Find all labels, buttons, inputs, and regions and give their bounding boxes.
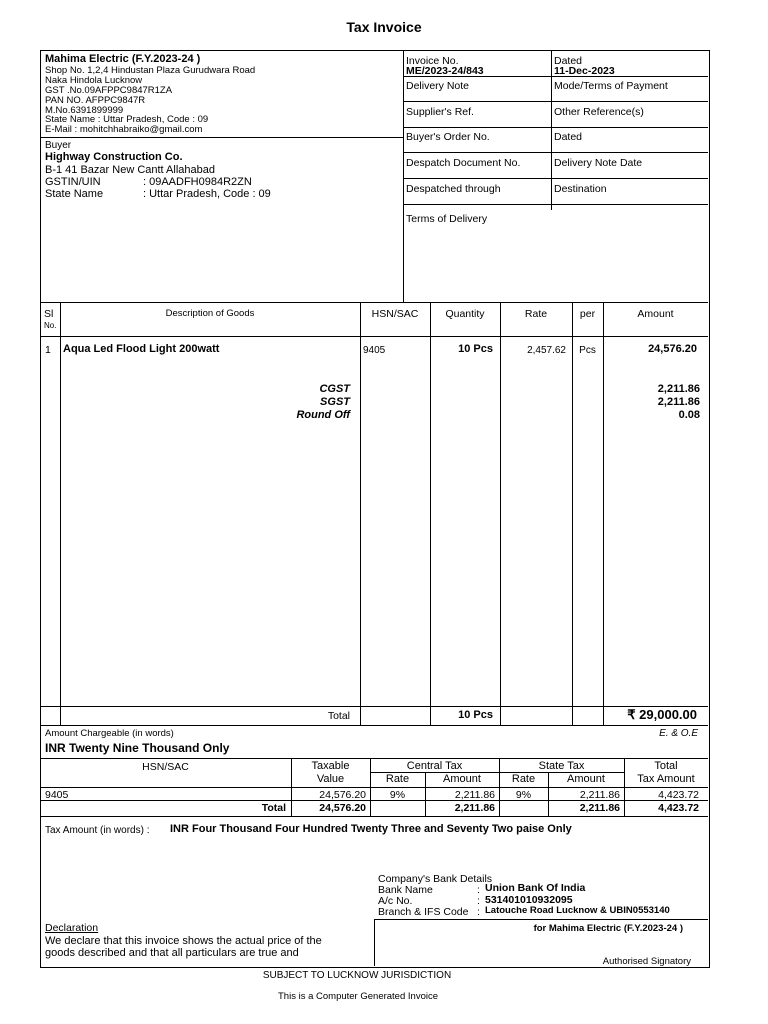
tax-row-total: 4,423.72: [658, 789, 699, 801]
tax-total-row-total: 4,423.72: [658, 802, 699, 814]
item-description: Aqua Led Flood Light 200watt: [63, 343, 220, 355]
state-amount-header: Amount: [567, 773, 605, 785]
tax-words-value: INR Four Thousand Four Hundred Twenty Three and Seventy Two paise Only: [170, 823, 572, 835]
seller-buyer-divider: [40, 137, 403, 138]
tax-words-label: Tax Amount (in words) :: [45, 825, 150, 836]
tax-total-header: Total: [654, 760, 678, 772]
seller-name: Mahima Electric (F.Y.2023-24 ): [45, 53, 201, 65]
buyer-gstin-label: GSTIN/UIN: [45, 176, 101, 188]
tax-value-header: Value: [316, 773, 345, 785]
central-amount-header: Amount: [443, 773, 481, 785]
tax-state-header: State Tax: [538, 760, 585, 772]
tax-row-central-rate: 9%: [389, 789, 406, 801]
bank-heading: Company's Bank Details: [378, 873, 493, 885]
col-no-header: No.: [44, 321, 57, 330]
declaration-heading: Declaration: [45, 922, 99, 934]
col-sl-header: Sl: [44, 308, 54, 320]
suppliers-ref-label: Supplier's Ref.: [406, 106, 474, 118]
total-label: Total: [327, 710, 350, 722]
tax-row-state-rate: 9%: [515, 789, 532, 801]
seller-address-line: Naka Hindola Lucknow: [45, 75, 143, 86]
jurisdiction-note: SUBJECT TO LUCKNOW JURISDICTION: [262, 970, 452, 981]
seller-address-line: Shop No. 1,2,4 Hindustan Plaza Gurudwara Road: [45, 65, 256, 76]
tax-central-header: Central Tax: [406, 760, 463, 772]
tax-cgst-amount: 2,211.86: [657, 383, 700, 395]
tax-hsn-header: HSN/SAC: [142, 761, 189, 773]
buyer-name: Highway Construction Co.: [45, 151, 183, 163]
order-dated-label: Dated: [554, 131, 583, 143]
tax-total-amount-header: Tax Amount: [637, 773, 695, 785]
buyer-gstin-value: : 09AADFH0984R2ZN: [143, 176, 252, 188]
item-amount: 24,576.20: [648, 343, 697, 355]
delivery-note-label: Delivery Note: [406, 80, 470, 92]
tax-sgst-label: SGST: [320, 396, 350, 408]
buyer-label: Buyer: [45, 140, 72, 151]
invoice-no-value: ME/2023-24/843: [406, 65, 484, 77]
item-rate: 2,457.62: [527, 345, 566, 356]
amount-words-value: INR Twenty Nine Thousand Only: [45, 741, 230, 755]
meta-col-divider: [551, 50, 552, 210]
invoice-no-label: Invoice No.: [406, 55, 459, 67]
tax-sgst-amount: 2,211.86: [657, 396, 700, 408]
destination-label: Destination: [554, 183, 607, 195]
bank-name: Union Bank Of India: [485, 882, 586, 894]
seller-gst: GST .No.09AFPPC9847R1ZA: [45, 85, 173, 96]
tax-total-row-taxable: 24,576.20: [319, 802, 366, 814]
dated-value: 11-Dec-2023: [554, 65, 615, 77]
col-desc-header: Description of Goods: [165, 308, 255, 319]
round-off-label: Round Off: [296, 409, 350, 421]
tax-total-row-label: Total: [261, 802, 286, 814]
amount-words-label: Amount Chargeable (in words): [45, 728, 174, 739]
buyer-address: B-1 41 Bazar New Cantt Allahabad: [45, 164, 215, 176]
seller-mobile: M.No.6391899999: [45, 105, 124, 116]
bank-ac-number: 531401010932095: [485, 894, 573, 906]
state-rate-header: Rate: [511, 773, 536, 785]
bank-colon: :: [477, 895, 480, 907]
page-title: Tax Invoice: [346, 19, 422, 35]
despatched-through-label: Despatched through: [406, 183, 501, 195]
col-per-header: per: [579, 308, 596, 320]
bank-branch-label: Branch & IFS Code: [378, 906, 469, 918]
item-quantity: 10 Pcs: [458, 343, 493, 355]
computer-generated-note: This is a Computer Generated Invoice: [278, 991, 438, 1002]
bank-ac-label: A/c No.: [378, 895, 413, 907]
authorised-signatory: Authorised Signatory: [602, 956, 691, 967]
bank-name-label: Bank Name: [378, 884, 433, 896]
col-amount-header: Amount: [637, 308, 674, 320]
items-header-top: [40, 302, 708, 303]
mode-terms-label: Mode/Terms of Payment: [554, 80, 668, 92]
other-refs-label: Other Reference(s): [554, 106, 644, 118]
item-sl: 1: [45, 344, 51, 356]
bank-colon: :: [477, 884, 480, 896]
bank-colon: :: [477, 906, 480, 918]
tax-total-row-central: 2,211.86: [454, 802, 495, 814]
tax-taxable-header: Taxable: [311, 760, 350, 772]
total-quantity: 10 Pcs: [458, 709, 493, 721]
buyer-state-value: : Uttar Pradesh, Code : 09: [143, 188, 271, 200]
terms-of-delivery-label: Terms of Delivery: [406, 213, 488, 225]
central-rate-header: Rate: [385, 773, 410, 785]
buyer-state-label: State Name: [45, 188, 104, 200]
seller-pan: PAN NO. AFPPC9847R: [45, 95, 146, 106]
tax-row-taxable: 24,576.20: [319, 789, 366, 801]
total-amount: ₹ 29,000.00: [627, 707, 697, 722]
dated-label: Dated: [554, 55, 583, 67]
tax-row-state-amount: 2,211.86: [579, 789, 620, 801]
col-hsn-header: HSN/SAC: [371, 308, 419, 320]
declaration-line: goods described and that all particulars are true and: [45, 947, 299, 959]
round-off-amount: 0.08: [678, 409, 700, 421]
tax-total-row-state: 2,211.86: [579, 802, 620, 814]
seller-email: E-Mail : mohitchhabraiko@gmail.com: [45, 124, 203, 135]
item-per: Pcs: [579, 345, 596, 356]
bank-branch: Latouche Road Lucknow & UBIN0553140: [485, 905, 670, 916]
eoe-label: E. & O.E: [659, 728, 698, 739]
tax-cgst-label: CGST: [319, 383, 350, 395]
tax-row-hsn: 9405: [45, 789, 69, 801]
signatory-company: for Mahima Electric (F.Y.2023-24 ): [533, 923, 683, 934]
col-qty-header: Quantity: [445, 308, 485, 320]
seller-state: State Name : Uttar Pradesh, Code : 09: [45, 114, 209, 125]
tax-row-central-amount: 2,211.86: [454, 789, 495, 801]
meta-divider: [403, 50, 404, 302]
buyers-order-label: Buyer's Order No.: [406, 131, 490, 143]
item-hsn: 9405: [363, 345, 386, 356]
despatch-doc-label: Despatch Document No.: [406, 157, 521, 169]
delivery-note-date-label: Delivery Note Date: [554, 157, 643, 169]
col-rate-header: Rate: [524, 308, 548, 320]
declaration-line: We declare that this invoice shows the actual price of the: [45, 935, 322, 947]
